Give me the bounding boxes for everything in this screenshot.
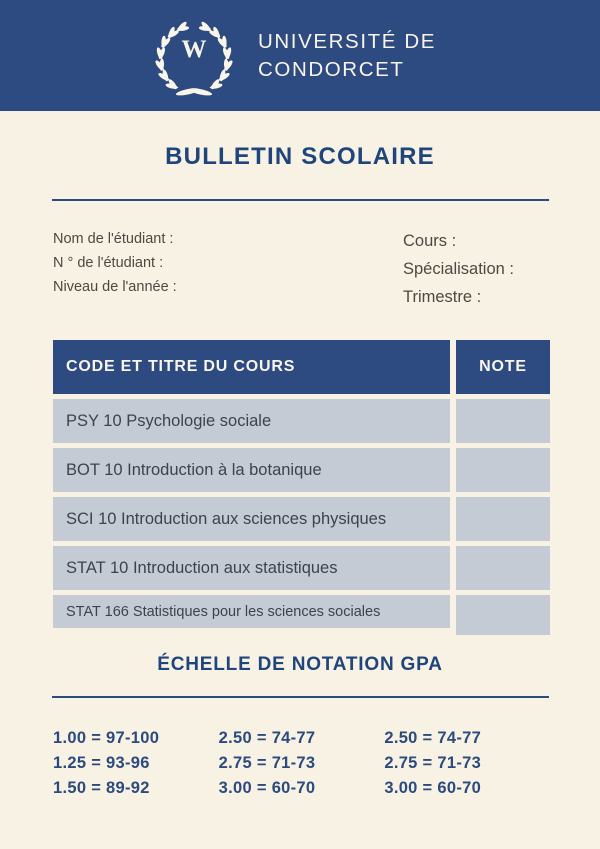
course-info-block <box>403 227 514 311</box>
student-year-label: Niveau de l'année : <box>53 279 177 295</box>
university-name-line2: CONDORCET <box>258 57 405 81</box>
university-name-line1: UNIVERSITÉ DE <box>258 29 436 53</box>
gpa-divider <box>52 696 549 698</box>
student-info-block <box>53 227 177 299</box>
note-cell <box>456 497 550 541</box>
page-title: BULLETIN SCOLAIRE <box>165 143 435 170</box>
note-cell <box>456 595 550 635</box>
gpa-scale-grid <box>53 726 550 801</box>
gpa-entry: 2.75 = 71-73 <box>218 754 316 772</box>
gpa-scale-title: ÉCHELLE DE NOTATION GPA <box>157 654 443 675</box>
table-row <box>53 448 550 492</box>
courses-table <box>53 340 550 640</box>
course-column-header: CODE ET TITRE DU COURS <box>53 340 450 394</box>
table-row <box>53 595 550 635</box>
gpa-entry: 3.00 = 60-70 <box>218 779 316 797</box>
header-banner <box>0 0 600 111</box>
course-cell: PSY 10 Psychologie sociale <box>53 399 450 443</box>
gpa-entry: 1.50 = 89-92 <box>53 779 150 797</box>
table-row <box>53 546 550 590</box>
gpa-entry: 3.00 = 60-70 <box>384 779 482 797</box>
note-cell <box>456 546 550 590</box>
trimester-label: Trimestre : <box>403 288 482 306</box>
university-name <box>258 28 436 83</box>
table-row <box>53 497 550 541</box>
note-column-header: NOTE <box>456 340 550 394</box>
gpa-entry: 1.25 = 93-96 <box>53 754 150 772</box>
table-header-row <box>53 340 550 394</box>
university-brand <box>152 13 436 99</box>
course-cell: STAT 10 Introduction aux statistiques <box>53 546 450 590</box>
course-label: Cours : <box>403 232 457 250</box>
university-logo <box>152 13 236 99</box>
title-divider <box>52 199 549 201</box>
specialization-label: Spécialisation : <box>403 260 514 278</box>
gpa-column <box>219 726 385 801</box>
gpa-entry: 2.75 = 71-73 <box>384 754 482 772</box>
gpa-entry: 2.50 = 74-77 <box>384 729 482 747</box>
student-number-label: N ° de l'étudiant : <box>53 255 164 271</box>
gpa-entry: 2.50 = 74-77 <box>218 729 316 747</box>
student-name-label: Nom de l'étudiant : <box>53 231 174 247</box>
gpa-column <box>53 726 219 801</box>
course-cell: STAT 166 Statistiques pour les sciences sociales <box>53 595 450 628</box>
note-cell <box>456 399 550 443</box>
course-cell: SCI 10 Introduction aux sciences physiques <box>53 497 450 541</box>
gpa-column <box>384 726 550 801</box>
course-cell: BOT 10 Introduction à la botanique <box>53 448 450 492</box>
note-cell <box>456 448 550 492</box>
logo-letter: W <box>181 36 207 64</box>
table-row <box>53 399 550 443</box>
gpa-entry: 1.00 = 97-100 <box>53 729 160 747</box>
